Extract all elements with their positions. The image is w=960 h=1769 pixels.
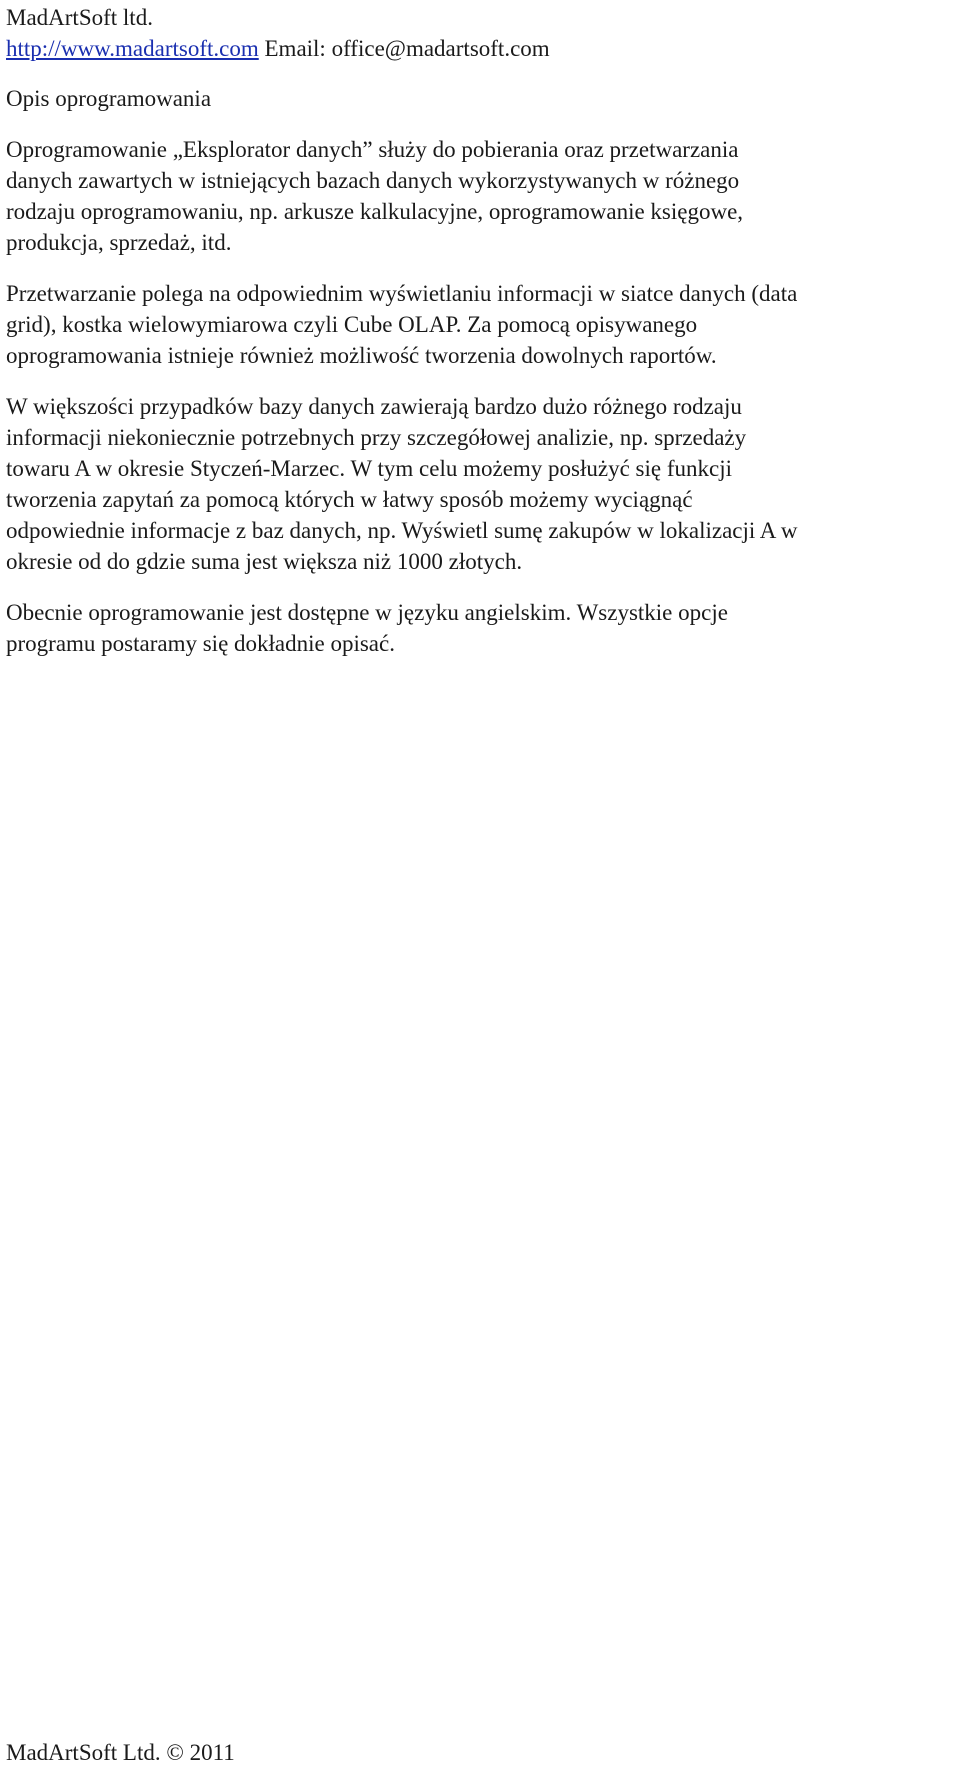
contact-line xyxy=(6,33,954,64)
paragraph-line: informacji niekoniecznie potrzebnych przy szczegółowej analizie, np. sprzedaży xyxy=(6,425,747,450)
email-text: Email: office@madartsoft.com xyxy=(264,36,550,61)
document-title: Opis oprogramowania xyxy=(6,86,212,111)
website-link[interactable]: http://www.madartsoft.com xyxy=(6,36,259,61)
paragraph-4 xyxy=(6,597,954,659)
paragraph-line: Obecnie oprogramowanie jest dostępne w języku angielskim. Wszystkie opcje xyxy=(6,600,728,625)
paragraph-line: towaru A w okresie Styczeń-Marzec. W tym celu możemy posłużyć się funkcji xyxy=(6,456,732,481)
paragraph-line: oprogramowania istnieje również możliwość tworzenia dowolnych raportów. xyxy=(6,343,717,368)
paragraph-line: W większości przypadków bazy danych zawierają bardzo dużo różnego rodzaju xyxy=(6,394,742,419)
paragraph-line: produkcja, sprzedaż, itd. xyxy=(6,230,232,255)
paragraph-line: tworzenia zapytań za pomocą których w łatwy sposób możemy wyciągnąć xyxy=(6,487,693,512)
paragraph-2 xyxy=(6,278,954,371)
page-footer: MadArtSoft Ltd. © 2011 xyxy=(6,1740,235,1765)
paragraph-line: danych zawartych w istniejących bazach danych wykorzystywanych w różnego xyxy=(6,168,740,193)
company-name: MadArtSoft ltd. xyxy=(6,5,153,30)
paragraph-line: programu postaramy się dokładnie opisać. xyxy=(6,631,395,656)
document-page xyxy=(6,2,954,659)
paragraph-line: odpowiednie informacje z baz danych, np. Wyświetl sumę zakupów w lokalizacji A w xyxy=(6,518,798,543)
paragraph-1 xyxy=(6,134,954,258)
paragraph-line: Oprogramowanie „Eksplorator danych” służy do pobierania oraz przetwarzania xyxy=(6,137,739,162)
paragraph-line: grid), kostka wielowymiarowa czyli Cube OLAP. Za pomocą opisywanego xyxy=(6,312,698,337)
paragraph-3 xyxy=(6,391,954,577)
document-header xyxy=(6,2,954,64)
paragraph-line: rodzaju oprogramowaniu, np. arkusze kalkulacyjne, oprogramowanie księgowe, xyxy=(6,199,744,224)
paragraph-line: Przetwarzanie polega na odpowiednim wyświetlaniu informacji w siatce danych (data xyxy=(6,281,798,306)
paragraph-line: okresie od do gdzie suma jest większa niż 1000 złotych. xyxy=(6,549,523,574)
